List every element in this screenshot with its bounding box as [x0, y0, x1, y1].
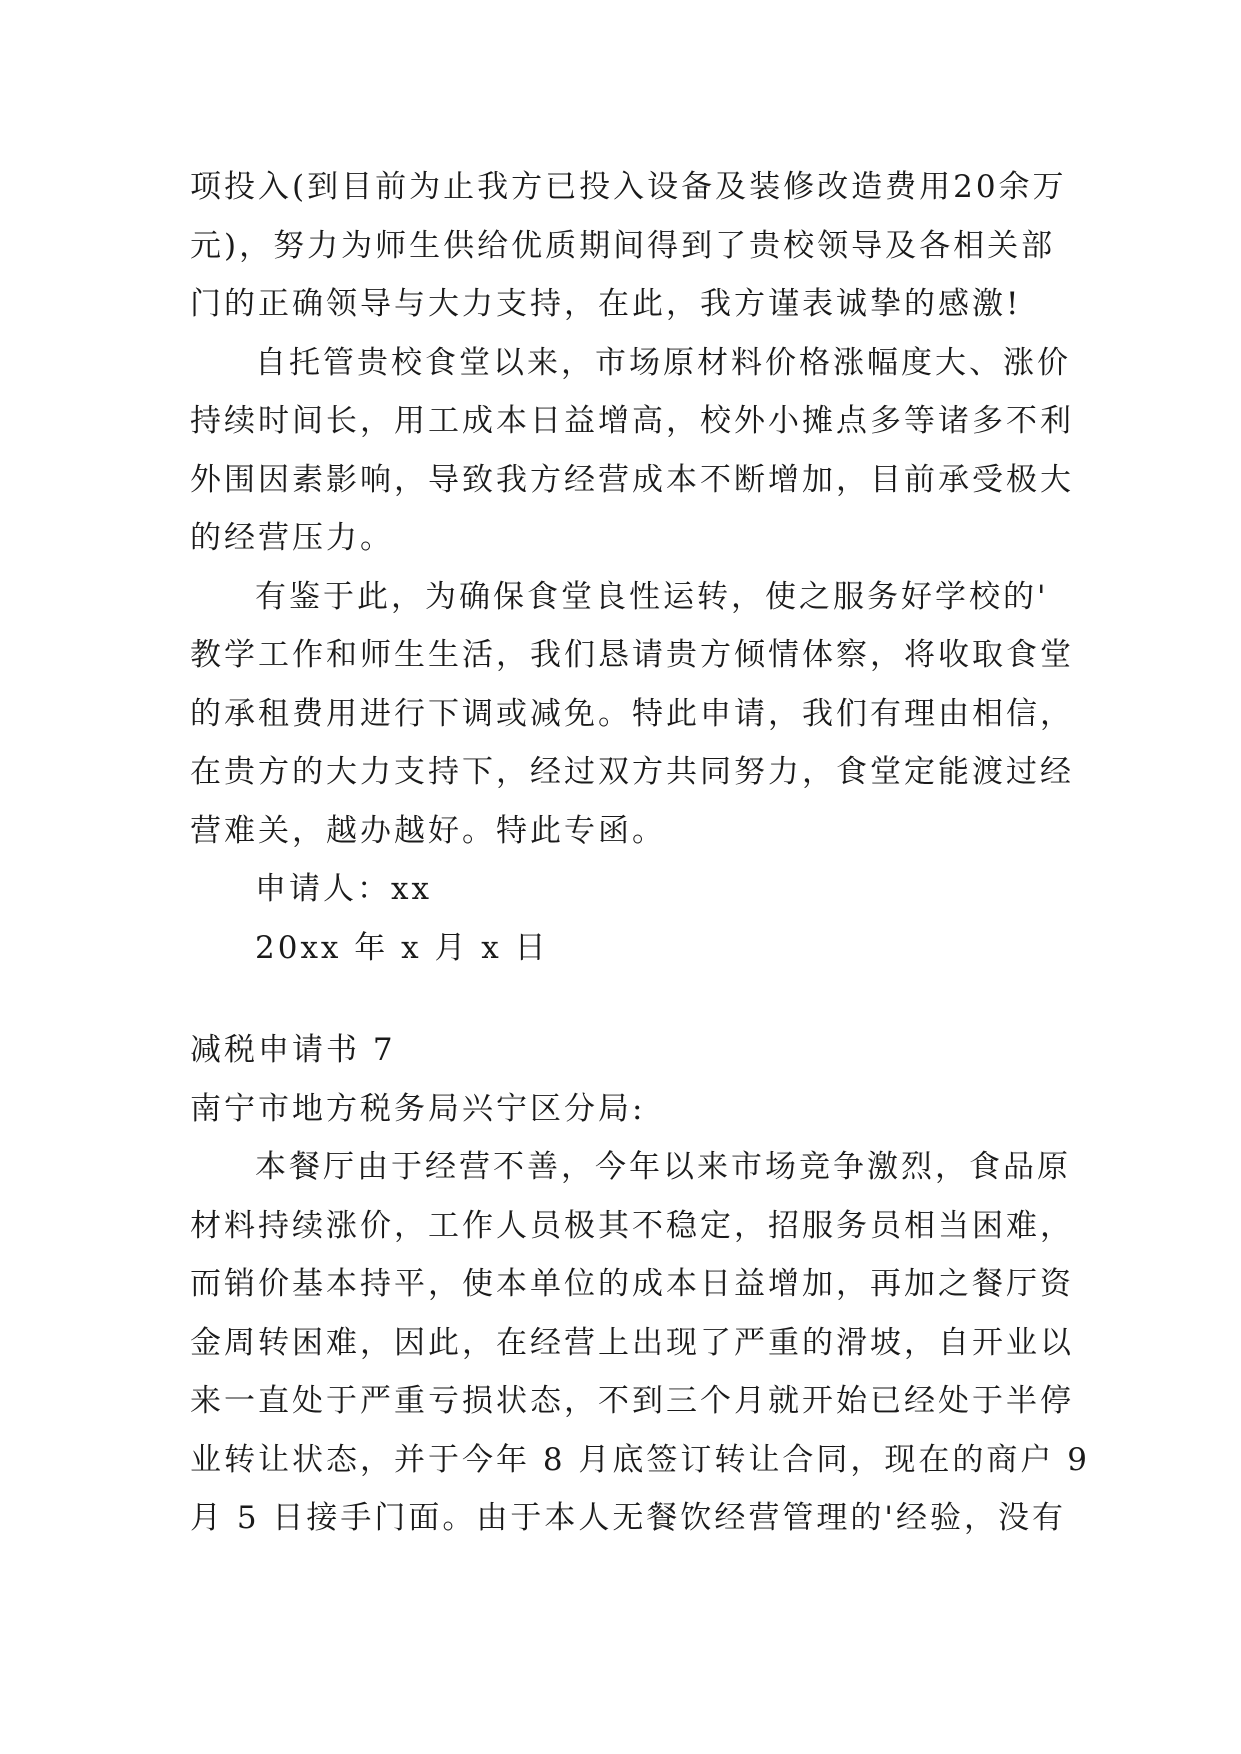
text-line: 项投入(到目前为止我方已投入设备及装修改造费用20余万 — [190, 169, 1067, 205]
text-line: 本餐厅由于经营不善，今年以来市场竞争激烈，食品原 — [255, 1149, 1071, 1185]
paragraph-investment — [190, 158, 1067, 334]
paragraph-restaurant-situation — [190, 1138, 1091, 1548]
section-title: 减税申请书 7 — [190, 1032, 396, 1068]
addressee: 南宁市地方税务局兴宁区分局: — [190, 1090, 646, 1127]
paragraph-request — [190, 568, 1074, 861]
text-line: 月 5 日接手门面。由于本人无餐饮经营管理的'经验，没有 — [190, 1500, 1066, 1536]
section-spacer — [190, 977, 1050, 1021]
text-line: 外围因素影响，导致我方经营成本不断增加，目前承受极大 — [190, 461, 1074, 498]
text-line: 持续时间长，用工成本日益增高，校外小摊点多等诸多不利 — [190, 403, 1074, 439]
text-line: 金周转困难，因此，在经营上出现了严重的滑坡，自开业以 — [190, 1324, 1074, 1361]
text-line: 有鉴于此，为确保食堂良性运转，使之服务好学校的' — [255, 578, 1049, 615]
text-line: 业转让状态，并于今年 8 月底签订转让合同，现在的商户 9 — [190, 1441, 1091, 1478]
text-line: 营难关，越办越好。特此专函。 — [190, 812, 666, 849]
text-line: 的承租费用进行下调或减免。特此申请，我们有理由相信， — [190, 695, 1074, 732]
text-line: 元)，努力为师生供给优质期间得到了贵校领导及各相关部 — [190, 227, 1056, 264]
paragraph-cost-pressure — [190, 334, 1074, 568]
applicant-signature: 申请人：xx — [255, 871, 432, 907]
text-line: 而销价基本持平，使本单位的成本日益增加，再加之餐厅资 — [190, 1266, 1074, 1302]
signature-date: 20xx 年 x 月 x 日 — [255, 929, 549, 966]
text-line: 材料持续涨价，工作人员极其不稳定，招服务员相当困难， — [190, 1207, 1074, 1244]
text-line: 来一直处于严重亏损状态，不到三个月就开始已经处于半停 — [190, 1383, 1074, 1419]
text-line: 的经营压力。 — [190, 520, 394, 556]
text-line: 自托管贵校食堂以来，市场原材料价格涨幅度大、涨价 — [255, 344, 1071, 381]
text-line: 门的正确领导与大力支持，在此，我方谨表诚挚的感激! — [190, 286, 1022, 322]
document-body — [190, 158, 1091, 1548]
text-line: 在贵方的大力支持下，经过双方共同努力，食堂定能渡过经 — [190, 754, 1074, 790]
text-line: 教学工作和师生生活，我们恳请贵方倾情体察，将收取食堂 — [190, 637, 1074, 673]
